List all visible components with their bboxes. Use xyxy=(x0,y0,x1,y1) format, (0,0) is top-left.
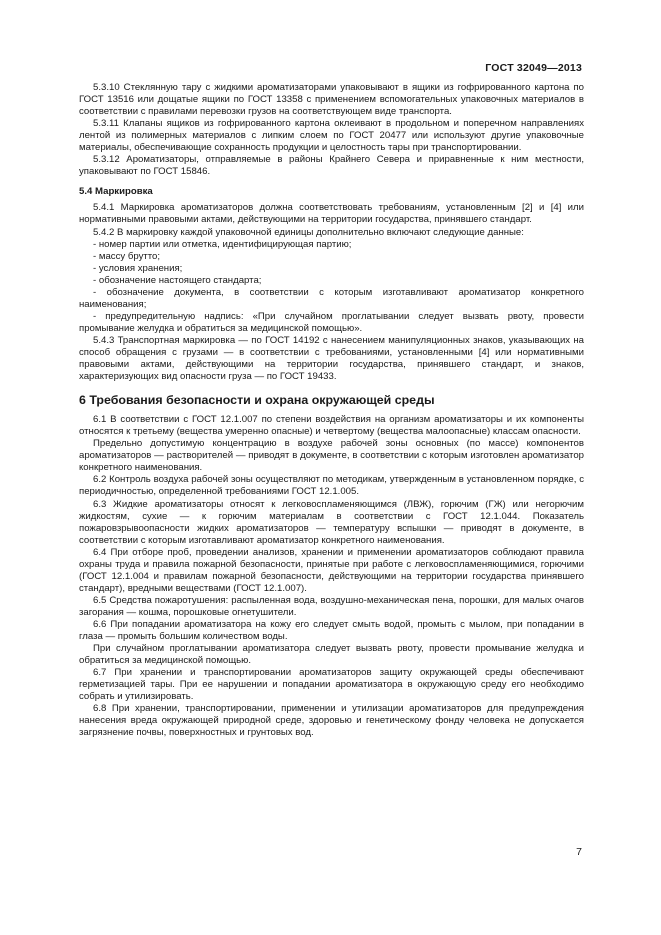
paragraph-5-3-10: 5.3.10 Стеклянную тару с жидкими ароматизаторами упаковывают в ящики из гофрированного картона по ГОСТ 13516 или дощатые ящики по ГОСТ 13358 с применением вспомогательных упаковочных материалов в соответствии с правилами перевозки грузов на соответствующем виде транспорта. xyxy=(79,82,584,118)
page-number: 7 xyxy=(576,846,582,858)
heading-5-4: 5.4 Маркировка xyxy=(79,186,153,198)
paragraph-5-4-2: 5.4.2 В маркировку каждой упаковочной единицы дополнительно включают следующие данные: xyxy=(93,226,524,238)
paragraph-6-8: 6.8 При хранении, транспортировании, применении и утилизации ароматизаторов для предупреждения нанесения вреда окружающей природной среде, здоровью и генетическому фонду человека не допускается загрязнение почвы, поверхностных и грунтовых вод. xyxy=(79,703,584,739)
list-item: - обозначение документа, в соответствии с которым изготавливают ароматизатор конкретного наименования; xyxy=(79,286,584,310)
paragraph-6-3: 6.3 Жидкие ароматизаторы относят к легковоспламеняющимся (ЛВЖ), горючим (ГЖ) или негорючим жидкостям, сухие — к горючим материалам в соответствии с ГОСТ 12.1.044. Показатель пожаровзрывоопасности жидких ароматизаторов — температуру вспышки — приводят в документе, в соответствии с которым изготавливают ароматизатор конкретного наименования. xyxy=(79,498,584,546)
list-item: - предупредительную надпись: «При случайном проглатывании следует вызвать рвоту, провести промывание желудка и обратиться за медицинской помощью». xyxy=(79,310,584,334)
paragraph-5-4-1: 5.4.1 Маркировка ароматизаторов должна соответствовать требованиям, установленным [2] и [4] или нормативными правовыми актами, действующими на территории государства, принявшего стандарт. xyxy=(79,202,584,226)
page-body xyxy=(79,82,584,739)
list-item: - номер партии или отметка, идентифицирующая партию; xyxy=(93,238,352,250)
list-item: - массу брутто; xyxy=(93,250,161,262)
paragraph-6-2: 6.2 Контроль воздуха рабочей зоны осуществляют по методикам, утвержденным в установленном порядке, с периодичностью, определенной требованиями ГОСТ 12.1.005. xyxy=(79,474,584,498)
paragraph-6-6: 6.6 При попадании ароматизатора на кожу его следует смыть водой, промыть с мылом, при попадании в глаза — промыть большим количеством воды. xyxy=(79,618,584,643)
document-code: ГОСТ 32049—2013 xyxy=(485,62,582,74)
paragraph-5-4-3: 5.4.3 Транспортная маркировка — по ГОСТ 14192 с нанесением манипуляционных знаков, указывающих на способ обращения с грузами — в соответствии с требованиями, установленными [4] или нормативными правовыми актами, действующими на территории государства, принявшего стандарт, и знаков, характеризующих вид опасности груза — по ГОСТ 19433. xyxy=(79,334,584,383)
paragraph-6-7: 6.7 При хранении и транспортировании ароматизаторов защиту окружающей среды обеспечивают герметизацией тары. При ее нарушении и попадании ароматизатора в окружающую среду его необходимо собрать и утилизировать. xyxy=(79,667,584,703)
list-item: - условия хранения; xyxy=(93,262,183,274)
list-item: - обозначение настоящего стандарта; xyxy=(93,274,262,286)
paragraph-6-4: 6.4 При отборе проб, проведении анализов, хранении и применении ароматизаторов соблюдают правила охраны труда и правила пожарной безопасности, принятые при работе с легковоспламеняющимися, горючими (ГОСТ 12.1.004 и правилам пожарной безопасности, действующими на территории государства принявшего стандарт), вредными веществами (ГОСТ 12.1.007). xyxy=(79,546,584,594)
paragraph-5-3-11: 5.3.11 Клапаны ящиков из гофрированного картона оклеивают в продольном и поперечном направлениях лентой из полимерных материалов с липким слоем по ГОСТ 20477 или используют другие упаковочные материалы, обеспечивающие сохранность продукции и целостность тары при транспортировании. xyxy=(79,118,584,154)
paragraph-6-6-b: При случайном проглатывании ароматизатора следует вызвать рвоту, провести промывание желудка и обратиться за медицинской помощью. xyxy=(79,643,584,667)
paragraph-5-3-12: 5.3.12 Ароматизаторы, отправляемые в районы Крайнего Севера и приравненные к ним местности, упаковывают по ГОСТ 15846. xyxy=(79,154,584,178)
paragraph-6-1-b: Предельно допустимую концентрацию в воздухе рабочей зоны основных (по массе) компонентов ароматизаторов — растворителей — приводят в документе, в соответствии с которым изготовлен ароматизатор конкретного наименования. xyxy=(79,438,584,474)
paragraph-6-1: 6.1 В соответствии с ГОСТ 12.1.007 по степени воздействия на организм ароматизаторы и их компоненты относятся к третьему (вещества умеренно опасные) и четвертому (вещества малоопасные) классам опасности. xyxy=(79,414,584,438)
paragraph-6-5: 6.5 Средства пожаротушения: распыленная вода, воздушно-механическая пена, порошки, для малых очагов загорания — кошма, порошковые огнетушители. xyxy=(79,594,584,618)
heading-section-6: 6 Требования безопасности и охрана окружающей среды xyxy=(79,393,435,408)
